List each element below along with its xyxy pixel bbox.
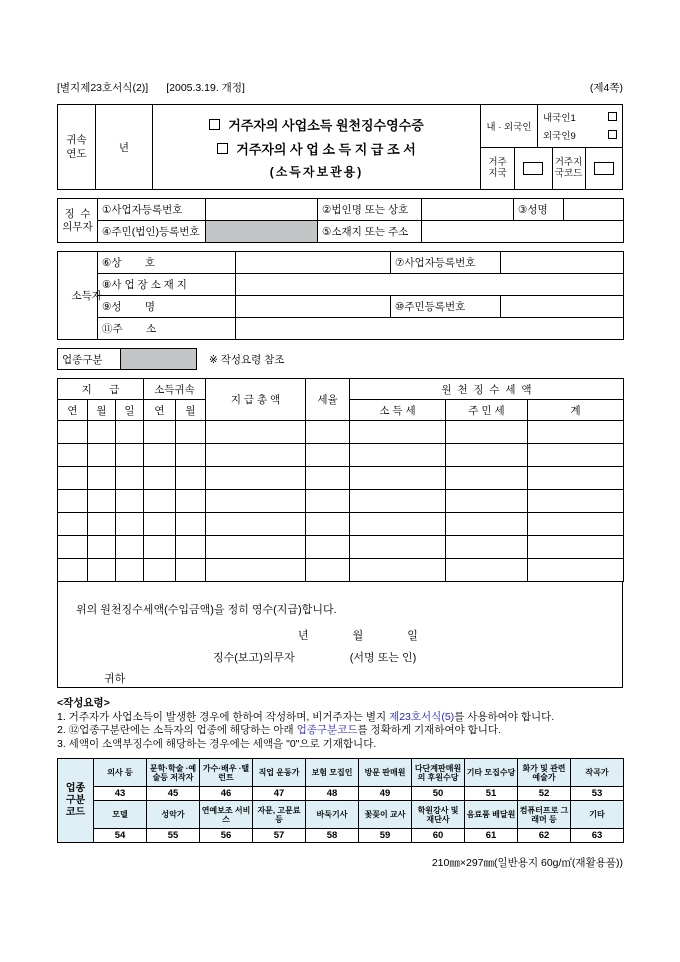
code-number: 58 <box>306 829 359 843</box>
tax-rate-header: 세율 <box>306 379 350 421</box>
payment-cell[interactable] <box>176 536 206 559</box>
payment-cell[interactable] <box>88 467 116 490</box>
code-number: 61 <box>465 829 518 843</box>
payment-cell[interactable] <box>58 490 88 513</box>
instructions-section <box>57 697 623 751</box>
income-earner-section <box>57 251 624 340</box>
code-number: 53 <box>571 787 624 801</box>
title-line-receipt <box>209 115 424 134</box>
receipt-year-label: 년 <box>298 630 309 642</box>
withholding-group-header: 원 천 징 수 세 액 <box>350 379 624 400</box>
code-label-row-2 <box>58 801 624 829</box>
attribution-label-line2: 연도 <box>66 148 87 160</box>
code-label: 보험 모집인 <box>306 759 359 787</box>
payment-rows <box>58 421 624 582</box>
payment-cell[interactable] <box>350 536 446 559</box>
code-number: 60 <box>412 829 465 843</box>
payment-cell[interactable] <box>116 490 144 513</box>
agent-corp-name-field[interactable] <box>422 199 514 221</box>
agent-business-reg-no-label: ①사업자등록번호 <box>98 199 206 221</box>
nationality-row <box>481 105 622 147</box>
payment-cell[interactable] <box>58 444 88 467</box>
residence-code-field[interactable] <box>585 148 623 190</box>
payment-cell[interactable] <box>446 559 528 582</box>
earner-workplace-address-field[interactable] <box>236 274 624 296</box>
code-label: 가수·배우 ·탤런트 <box>200 759 253 787</box>
payment-cell[interactable] <box>446 490 528 513</box>
payment-cell[interactable] <box>446 444 528 467</box>
code-number: 54 <box>94 829 147 843</box>
code-label: 연예보조 서비스 <box>200 801 253 829</box>
earner-resident-reg-no-label: ⑩주민등록번호 <box>391 296 501 318</box>
payment-cell[interactable] <box>176 490 206 513</box>
domestic-checkbox-icon[interactable] <box>608 112 617 121</box>
attr-month-header: 월 <box>176 400 206 421</box>
code-label: 모델 <box>94 801 147 829</box>
payment-cell[interactable] <box>58 536 88 559</box>
payment-cell[interactable] <box>88 536 116 559</box>
agent-business-reg-no-field[interactable] <box>206 199 318 221</box>
payment-cell[interactable] <box>144 490 176 513</box>
form-subtitle: (소득자보관용) <box>269 164 364 179</box>
payment-cell[interactable] <box>528 467 624 490</box>
payment-cell[interactable] <box>206 513 306 536</box>
payment-cell[interactable] <box>88 559 116 582</box>
form-header-line <box>57 80 623 94</box>
earner-workplace-address-label: ⑧사 업 장 소 재 지 <box>98 274 236 296</box>
revision-date: [2005.3.19. 개정] <box>166 82 245 94</box>
payment-cell[interactable] <box>306 513 350 536</box>
code-number: 52 <box>518 787 571 801</box>
code-label: 기타 <box>571 801 624 829</box>
code-number: 45 <box>147 787 200 801</box>
agent-name-field[interactable] <box>564 199 624 221</box>
domestic-option-label: 내국인1 <box>543 112 576 124</box>
payment-cell[interactable] <box>144 421 176 444</box>
payment-cell[interactable] <box>206 421 306 444</box>
resident-tax-header: 주 민 세 <box>446 400 528 421</box>
code-number-row-2 <box>58 829 624 843</box>
payment-cell[interactable] <box>116 559 144 582</box>
payment-cell[interactable] <box>88 444 116 467</box>
code-label: 문학·학술 ·예술등 저작자 <box>147 759 200 787</box>
attr-year-header: 연 <box>144 400 176 421</box>
business-type-label: 업종구분 <box>58 349 121 370</box>
agent-address-label: ⑤소재지 또는 주소 <box>318 221 422 243</box>
business-type-strip <box>57 348 623 370</box>
payment-cell[interactable] <box>206 559 306 582</box>
payment-cell[interactable] <box>350 513 446 536</box>
earner-name-field[interactable] <box>236 296 391 318</box>
code-label: 컴퓨터프로 그래머 등 <box>518 801 571 829</box>
payment-cell[interactable] <box>116 444 144 467</box>
payment-cell[interactable] <box>58 513 88 536</box>
signer-label: 징수(보고)의무자 <box>213 652 295 664</box>
payment-cell[interactable] <box>446 513 528 536</box>
payment-cell[interactable] <box>306 559 350 582</box>
payment-empty-row <box>58 490 624 513</box>
code-label: 기타 모집수당 <box>465 759 518 787</box>
code-label: 의사 등 <box>94 759 147 787</box>
payment-cell[interactable] <box>88 421 116 444</box>
earner-row-2 <box>58 274 624 296</box>
statement-checkbox-icon[interactable] <box>217 143 228 154</box>
business-type-note: ※ 작성요령 참조 <box>209 353 285 366</box>
agent-side-label: 징 수 의무자 <box>58 199 98 243</box>
payment-empty-row <box>58 536 624 559</box>
instructions-title: <작성요령> <box>57 697 110 709</box>
code-number: 43 <box>94 787 147 801</box>
instruction-3: 3. 세액이 소액부징수에 해당하는 경우에는 세액을 "0"으로 기재합니다. <box>57 737 377 750</box>
payment-header <box>58 379 624 421</box>
payment-cell[interactable] <box>58 421 88 444</box>
code-table-link[interactable]: 업종구분코드 <box>296 724 358 736</box>
code-label: 직업 운동가 <box>253 759 306 787</box>
earner-row-4 <box>58 318 624 340</box>
payment-cell[interactable] <box>528 444 624 467</box>
payment-cell[interactable] <box>116 513 144 536</box>
payment-cell[interactable] <box>176 559 206 582</box>
payment-cell[interactable] <box>306 467 350 490</box>
payment-table <box>57 378 624 582</box>
code-number: 57 <box>253 829 306 843</box>
code-label: 화가 및 관련예술가 <box>518 759 571 787</box>
payment-cell[interactable] <box>176 513 206 536</box>
payment-cell[interactable] <box>350 421 446 444</box>
payment-cell[interactable] <box>528 513 624 536</box>
agent-address-field[interactable] <box>422 221 624 243</box>
payment-empty-row <box>58 559 624 582</box>
code-number: 51 <box>465 787 518 801</box>
code-number-row-1 <box>58 787 624 801</box>
payment-cell[interactable] <box>306 421 350 444</box>
tax-form-page <box>57 80 623 870</box>
agent-corp-name-label: ②법인명 또는 상호 <box>318 199 422 221</box>
addressee-label: 귀하 <box>104 673 126 685</box>
payment-cell[interactable] <box>176 421 206 444</box>
earner-trade-name-label: ⑥상 호 <box>98 252 236 274</box>
foreign-checkbox-icon[interactable] <box>608 130 617 139</box>
earner-business-reg-no-label: ⑦사업자등록번호 <box>391 252 501 274</box>
gross-payment-header: 지 급 총 액 <box>206 379 306 421</box>
payment-cell[interactable] <box>528 559 624 582</box>
earner-business-reg-no-field[interactable] <box>501 252 624 274</box>
receipt-day-label: 일 <box>407 630 418 642</box>
form-title-2: 거주자의 사 업 소 득 지 급 조 서 <box>236 141 416 157</box>
paper-spec-footer: 210㎜×297㎜(일반용지 60g/㎡(재활용품)) <box>431 857 623 869</box>
code-label: 방문 판매원 <box>359 759 412 787</box>
receipt-month-label: 월 <box>352 630 364 642</box>
nationality-residence-panel <box>480 105 622 189</box>
payment-cell[interactable] <box>144 559 176 582</box>
foreign-option-row <box>543 128 617 142</box>
income-tax-header: 소 득 세 <box>350 400 446 421</box>
business-code-table <box>57 758 624 843</box>
receipt-statement: 위의 원천징수세액(수입금액)을 정히 영수(지급)합니다. <box>76 604 337 616</box>
code-label: 바둑기사 <box>306 801 359 829</box>
agent-resident-reg-no-label: ④주민(법인)등록번호 <box>98 221 206 243</box>
payment-cell[interactable] <box>350 490 446 513</box>
domestic-option-row <box>543 110 617 124</box>
payment-cell[interactable] <box>116 421 144 444</box>
form-titles <box>153 105 480 189</box>
attribution-label-line1: 귀속 <box>66 134 87 146</box>
agent-row-2 <box>58 221 624 243</box>
page-number: (제4쪽) <box>589 82 623 94</box>
residence-country-field[interactable] <box>514 148 552 190</box>
business-type-field <box>121 349 197 370</box>
payment-cell[interactable] <box>144 536 176 559</box>
attribution-group-header: 소득귀속 <box>144 379 206 400</box>
code-number: 50 <box>412 787 465 801</box>
payment-date-group-header: 지 급 <box>58 379 144 400</box>
code-number: 46 <box>200 787 253 801</box>
earner-resident-reg-no-field[interactable] <box>501 296 624 318</box>
tax-sum-header: 계 <box>528 400 624 421</box>
payment-cell[interactable] <box>88 490 116 513</box>
payment-cell[interactable] <box>306 536 350 559</box>
nationality-options <box>537 105 622 147</box>
payment-cell[interactable] <box>116 536 144 559</box>
code-label: 학원강사 및 재단사 <box>412 801 465 829</box>
earner-trade-name-field[interactable] <box>236 252 391 274</box>
receipt-date-line <box>298 627 418 643</box>
code-label: 다단계판매원의 후원수당 <box>412 759 465 787</box>
payment-cell[interactable] <box>206 467 306 490</box>
payment-empty-row <box>58 421 624 444</box>
instruction-2: 2. ⑫업종구분란에는 소득자의 업종에 해당하는 아래 업종구분코드를 정확하게 기재하여야 합니다. <box>57 724 502 736</box>
nationality-label: 내 · 외국인 <box>486 121 532 133</box>
receipt-statement-section <box>57 582 623 688</box>
payment-cell[interactable] <box>116 467 144 490</box>
form-title-1: 거주자의 사업소득 원천징수영수증 <box>228 117 424 133</box>
title-line-statement <box>217 139 416 158</box>
pay-month-header: 월 <box>88 400 116 421</box>
code-label: 음료품 배달원 <box>465 801 518 829</box>
code-number: 62 <box>518 829 571 843</box>
payment-cell[interactable] <box>176 444 206 467</box>
code-number: 63 <box>571 829 624 843</box>
form-5-link[interactable]: 제23호서식(5) <box>389 710 455 723</box>
payment-cell[interactable] <box>446 467 528 490</box>
payment-cell[interactable] <box>144 513 176 536</box>
pay-day-header: 일 <box>116 400 144 421</box>
earner-row-3 <box>58 296 624 318</box>
payment-empty-row <box>58 467 624 490</box>
earner-name-label: ⑨성 명 <box>98 296 236 318</box>
attribution-year-label <box>58 105 96 189</box>
payment-cell[interactable] <box>144 467 176 490</box>
agent-name-label: ③성명 <box>514 199 564 221</box>
payment-cell[interactable] <box>350 559 446 582</box>
code-label: 자문, 고문료 등 <box>253 801 306 829</box>
withholding-agent-section <box>57 198 624 243</box>
code-table-side-label: 업종 구분 코드 <box>58 759 94 843</box>
payment-cell[interactable] <box>350 467 446 490</box>
instruction-1: 1. 거주자가 사업소득이 발생한 경우에 한하여 작성하며, 비거주자는 별지 제23호서식(5)를 사용하여야 합니다. <box>57 710 555 723</box>
code-label: 성악가 <box>147 801 200 829</box>
residence-country-box-icon <box>523 162 543 175</box>
code-number: 56 <box>200 829 253 843</box>
payment-cell[interactable] <box>528 536 624 559</box>
code-number: 59 <box>359 829 412 843</box>
payment-empty-row <box>58 513 624 536</box>
foreign-option-label: 외국인9 <box>543 130 576 142</box>
payment-cell[interactable] <box>88 513 116 536</box>
earner-side-label: 소득자 <box>58 252 98 340</box>
code-label: 꽃꽂이 교사 <box>359 801 412 829</box>
payment-cell[interactable] <box>176 467 206 490</box>
pay-year-header: 연 <box>58 400 88 421</box>
title-section <box>57 104 623 190</box>
payment-cell[interactable] <box>144 444 176 467</box>
code-number: 49 <box>359 787 412 801</box>
payment-header-row-1 <box>58 379 624 400</box>
payment-cell[interactable] <box>206 444 306 467</box>
residence-code-label: 거주지 국코드 <box>552 148 585 190</box>
residence-country-label: 거주 지국 <box>488 157 507 180</box>
payment-cell[interactable] <box>58 467 88 490</box>
receipt-signer-line <box>213 649 416 665</box>
payment-cell[interactable] <box>58 559 88 582</box>
earner-home-address-field[interactable] <box>236 318 624 340</box>
code-number: 48 <box>306 787 359 801</box>
code-number: 47 <box>253 787 306 801</box>
residence-row <box>481 147 622 190</box>
seal-note: (서명 또는 인) <box>349 652 417 664</box>
payment-cell[interactable] <box>350 444 446 467</box>
code-number: 55 <box>147 829 200 843</box>
agent-resident-reg-no-field <box>206 221 318 243</box>
code-label: 작곡가 <box>571 759 624 787</box>
agent-row-1 <box>58 199 624 221</box>
code-label-row-1 <box>58 759 624 787</box>
payment-cell[interactable] <box>206 536 306 559</box>
payment-cell[interactable] <box>446 421 528 444</box>
form-number: [별지제23호서식(2)] <box>57 82 149 94</box>
payment-cell[interactable] <box>306 490 350 513</box>
business-type-table <box>57 348 197 370</box>
payment-cell[interactable] <box>446 536 528 559</box>
payment-cell[interactable] <box>528 421 624 444</box>
residence-code-box-icon <box>594 162 614 175</box>
earner-row-1 <box>58 252 624 274</box>
year-suffix: 년 <box>118 141 130 154</box>
payment-cell[interactable] <box>528 490 624 513</box>
attribution-year-field[interactable] <box>96 105 153 189</box>
earner-home-address-label: ⑪주 소 <box>98 318 236 340</box>
payment-cell[interactable] <box>306 444 350 467</box>
payment-empty-row <box>58 444 624 467</box>
payment-cell[interactable] <box>206 490 306 513</box>
receipt-checkbox-icon[interactable] <box>209 119 220 130</box>
